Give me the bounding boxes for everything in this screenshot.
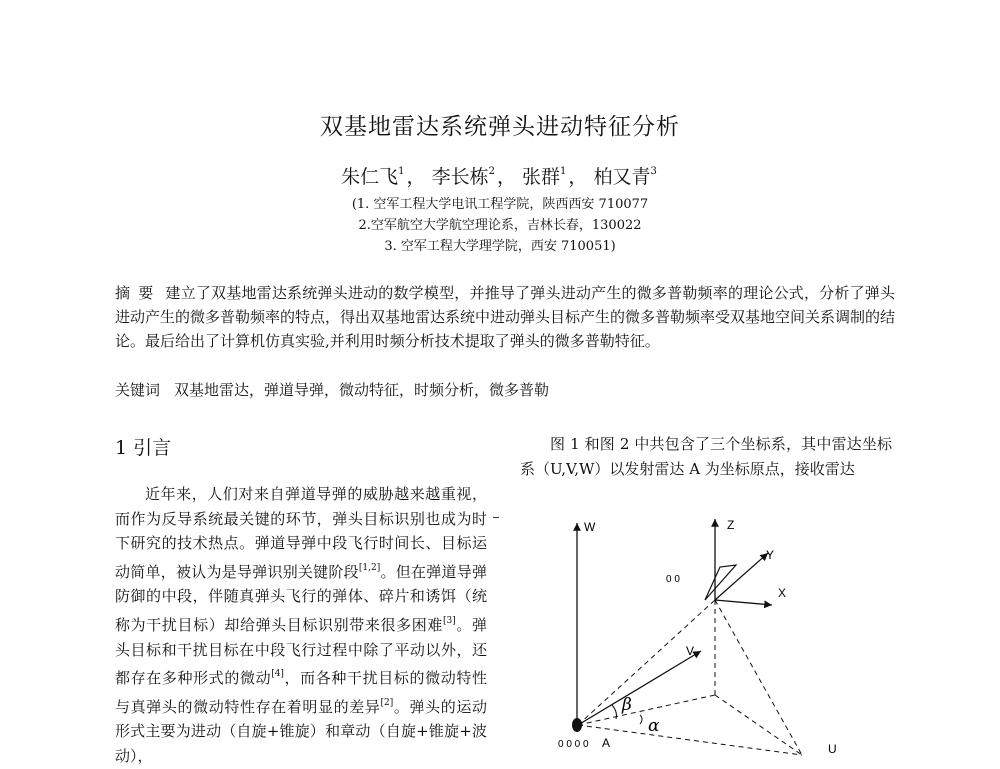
radar-a-label: A bbox=[602, 736, 611, 750]
u-axis-label: U bbox=[828, 742, 837, 756]
author-affiliation-mark: 3 bbox=[650, 166, 657, 177]
affiliation-line: 3. 空军工程大学理学院，西安 710051) bbox=[384, 239, 616, 254]
scan-mark-top: 0 0 bbox=[666, 574, 680, 585]
author-list: 朱仁飞$^1$ ， 李长栋$^2$ ， 张群$^1$ ， 柏又青$^3$ bbox=[341, 166, 657, 188]
right-paragraph: 图 1 和图 2 中共包含了三个坐标系，其中雷达坐标系（U,V,W）以发射雷达 A 为坐标原点，接收雷达 bbox=[520, 435, 892, 478]
keywords bbox=[115, 378, 895, 402]
keywords-label: 关键词 bbox=[115, 381, 161, 399]
abstract-text: 建立了双基地雷达系统弹头进动的数学模型，并推导了弹头进动产生的微多普勒频率的理论公式，分析了弹头进动产生的微多普勒频率的特点，得出双基地雷达系统中进动弹头目标产生的微多普勒频率受双基地空间关系调制的结论。最后给出了计算机仿真实验,并利用时频分析技术提取了弹头的微多普勒特征。 bbox=[115, 284, 896, 350]
alpha-label: α bbox=[648, 716, 660, 736]
author-affiliation-mark: 1 bbox=[560, 166, 567, 177]
citation: [4] bbox=[271, 669, 284, 680]
x-axis-label: X bbox=[778, 586, 787, 600]
author-name: 朱仁飞 bbox=[341, 166, 399, 188]
author-name: 柏又青 bbox=[593, 166, 651, 188]
y-axis-label: Y bbox=[766, 548, 775, 562]
abstract-label: 摘要 bbox=[115, 284, 162, 302]
dashed-line-right-ground bbox=[715, 695, 802, 755]
w-axis-label: W bbox=[584, 520, 596, 534]
z-axis-label: Z bbox=[727, 518, 735, 532]
citation: [3] bbox=[442, 615, 456, 626]
author-name: 李长栋 bbox=[431, 166, 489, 188]
paper-title: 双基地雷达系统弹头进动特征分析 bbox=[320, 114, 680, 140]
citation: [1,2] bbox=[358, 562, 381, 573]
affiliation-line: (1. 空军工程大学电讯工程学院，陕西西安 710077 bbox=[351, 197, 649, 212]
keywords-text: 双基地雷达，弹道导弹，微动特征，时频分析，微多普勒 bbox=[174, 381, 550, 399]
dashed-line-ground bbox=[578, 695, 715, 725]
dashed-line-baseline bbox=[578, 725, 802, 755]
intro-text: 。但在弹道导弹防御的中段，伴随真弹头飞行的弹体、碎片和诱饵（统称为干扰目标）却给弹头目标识别带来很多困难 bbox=[115, 562, 487, 634]
dashed-line-oa bbox=[578, 600, 715, 725]
citation: [2] bbox=[380, 697, 394, 708]
intro-paragraph bbox=[115, 482, 487, 769]
author-affiliation-mark: 1 bbox=[398, 166, 405, 177]
alpha-arc bbox=[640, 715, 642, 724]
intro-text: ，而各种干扰目标的微动特性与真弹头的微动特性存在着明显的差异 bbox=[115, 669, 487, 716]
abstract bbox=[115, 281, 895, 353]
coordinate-diagram bbox=[540, 505, 880, 760]
v-vector bbox=[578, 651, 701, 725]
section-heading: 1 引言 bbox=[115, 437, 172, 459]
author-affiliation-mark: 2 bbox=[488, 166, 495, 177]
intro-text: 近年来，人们对来自弹道导弹的威胁越来越重视，而作为反导系统最关键的环节，弹头目标识别也成为时下研究的技术热点。弹道导弹中段飞行时间长、目标运动简单，被认为是导弹识别关键阶段 bbox=[115, 485, 487, 581]
dashed-line-right bbox=[715, 600, 802, 755]
radar-a-marker bbox=[572, 718, 582, 732]
scan-mark-bottom: 0 0 0 0 bbox=[558, 739, 589, 750]
x-axis bbox=[715, 600, 772, 605]
coordinate-figure bbox=[540, 505, 880, 760]
intro-text: 。弹头的运动形式主要为进动（自旋+锥旋）和章动（自旋+锥旋+波动）， bbox=[115, 697, 487, 765]
intro-text: 。弹头目标和干扰目标在中段飞行过程中除了平动以外，还都存在多种形式的微动 bbox=[115, 615, 487, 688]
beta-label: β bbox=[622, 695, 632, 715]
y-axis bbox=[715, 553, 768, 600]
author-name: 张群 bbox=[522, 166, 561, 188]
v-vector-label: V bbox=[686, 644, 695, 658]
affiliation-line: 2.空军航空大学航空理论系，吉林长春，130022 bbox=[358, 218, 642, 233]
scan-mark bbox=[493, 517, 499, 518]
